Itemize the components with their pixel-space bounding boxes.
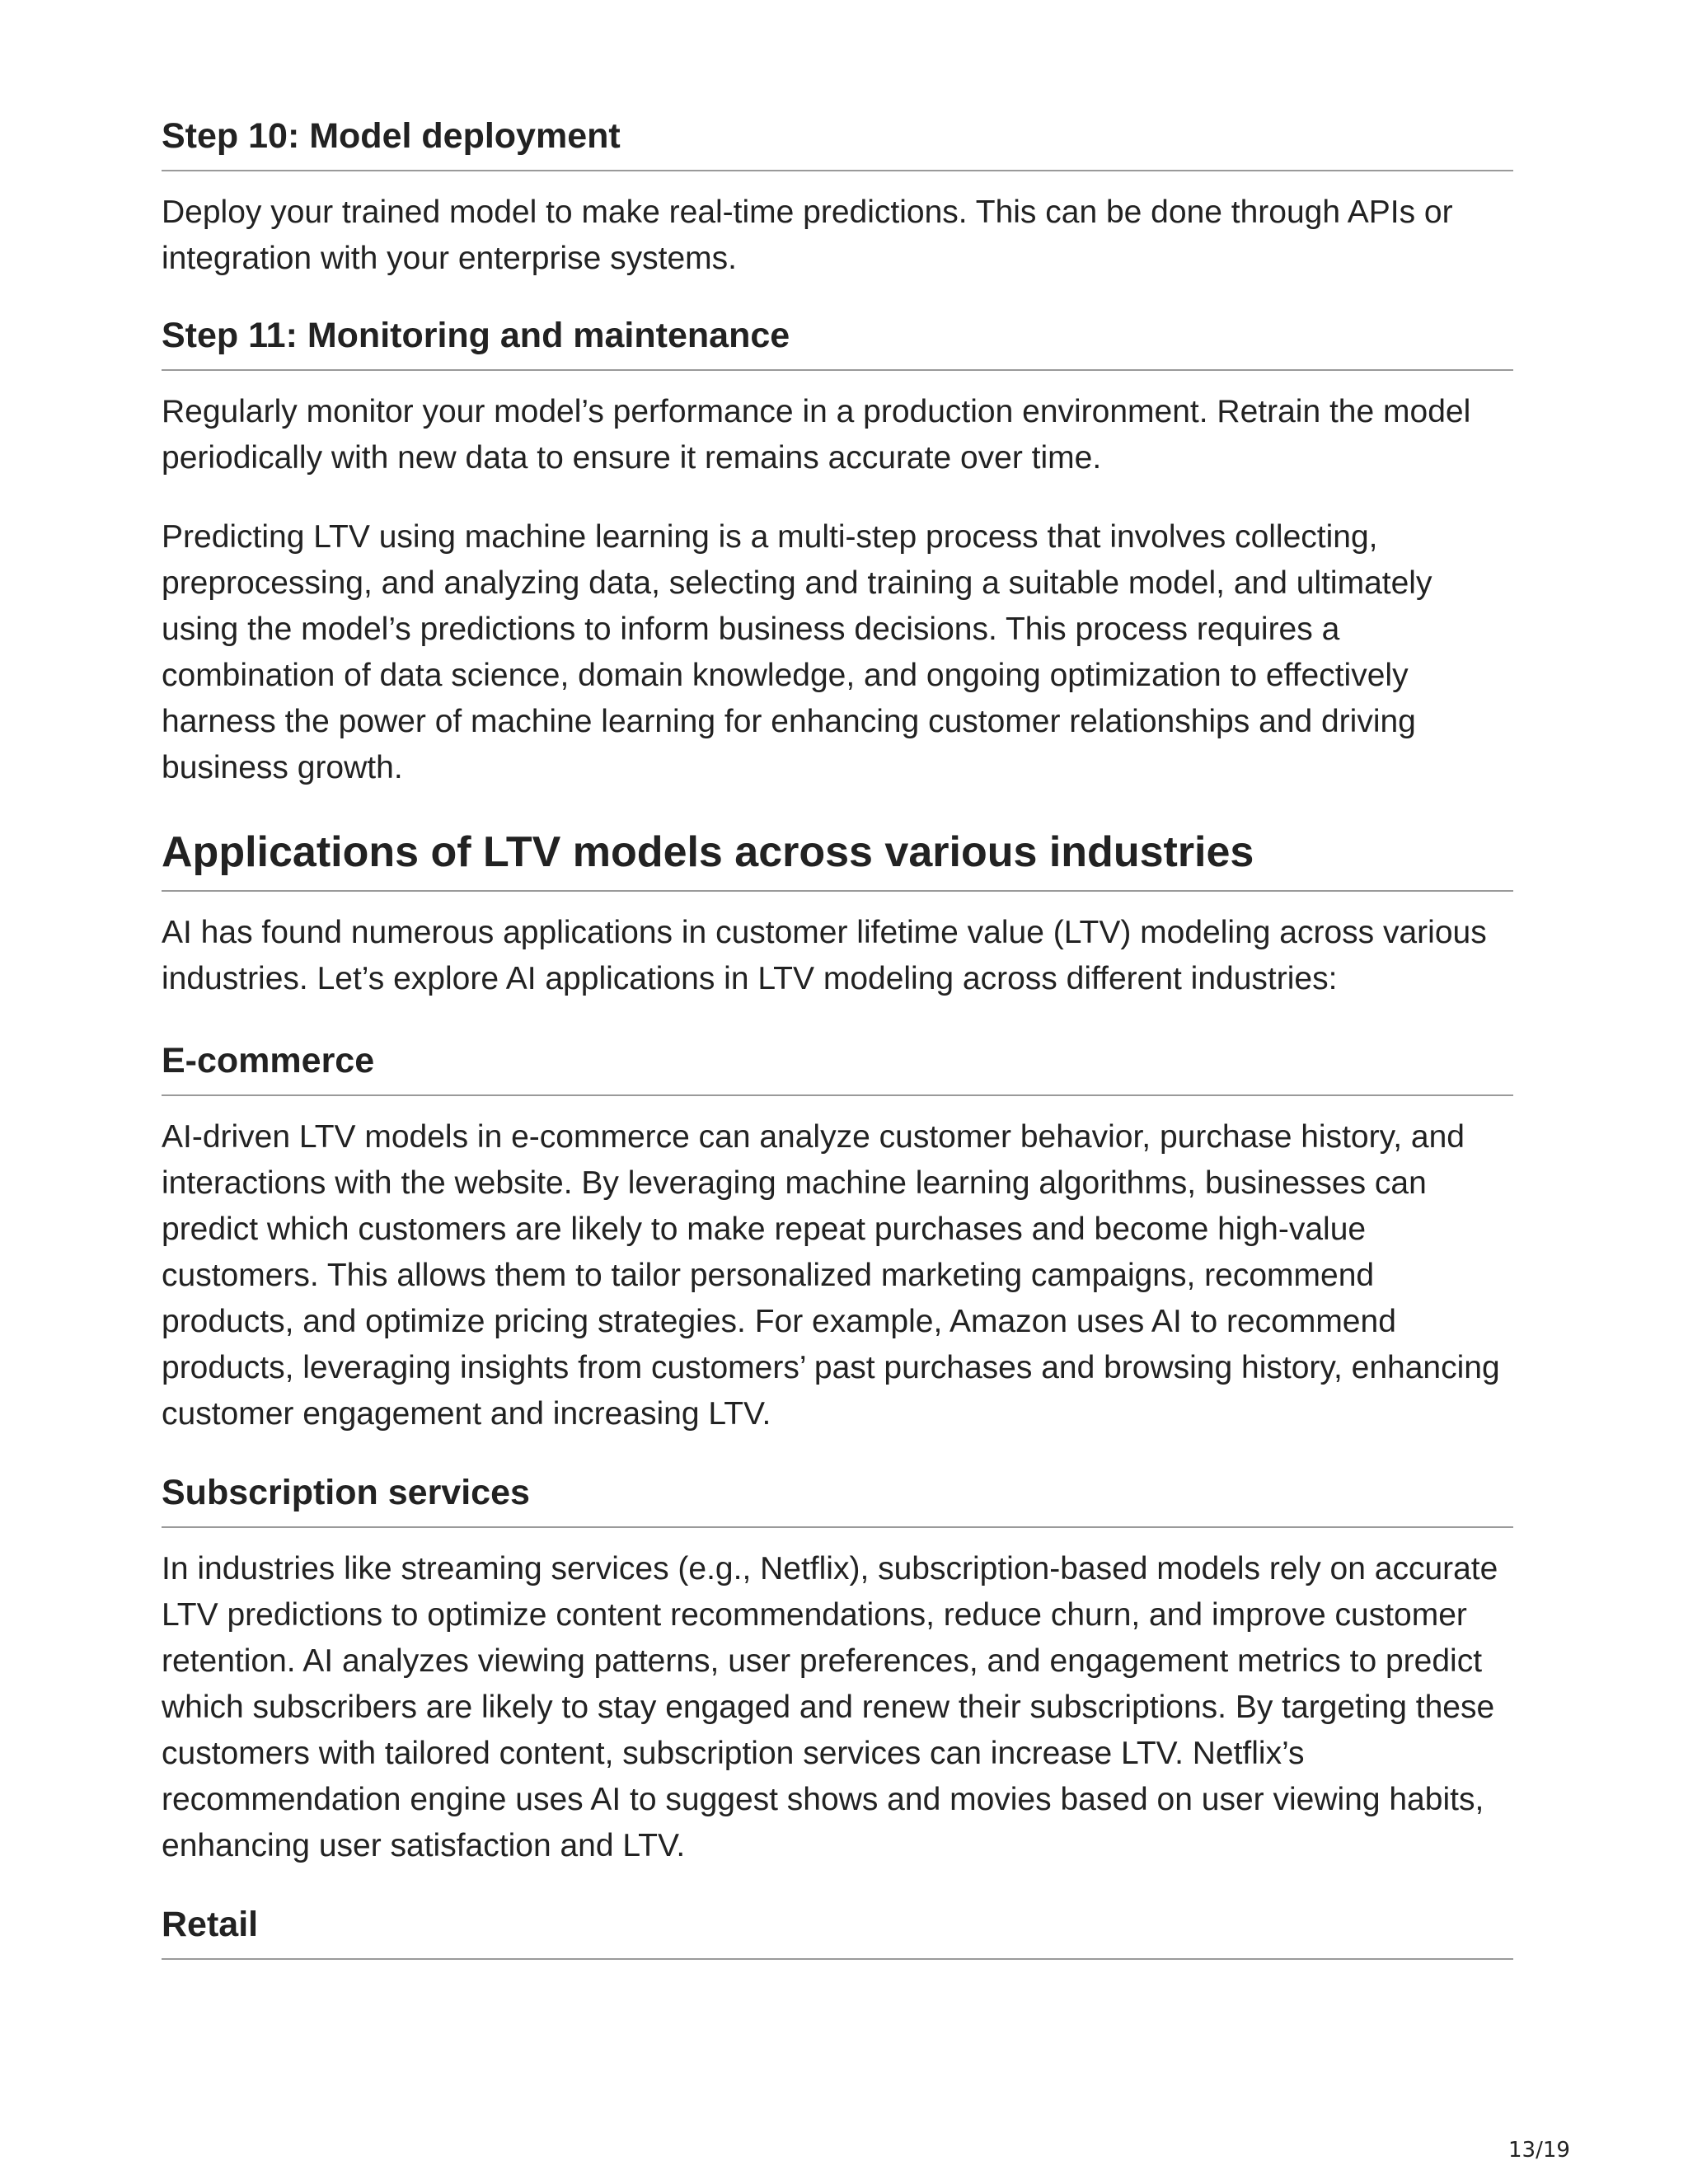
page-number: 13/19 — [1508, 2138, 1570, 2163]
paragraph-step-11: Regularly monitor your model’s performance in a production environment. Retrain the model periodically with new data to ensure it remains accurate over time. — [162, 394, 1471, 476]
paragraph-applications: AI has found numerous applications in customer lifetime value (LTV) modeling across various industries. Let’s explore AI applications in LTV modeling across different industries: — [162, 915, 1487, 996]
heading-subscription-services: Subscription services — [162, 1472, 1513, 1528]
paragraph-ecommerce: AI-driven LTV models in e-commerce can analyze customer behavior, purchase history, and interactions with the website. By leveraging machine learning algorithms, businesses can predict which customers are likely to make repeat purchases and become high-value customers. This allows them to tailor personalized marketing campaigns, recommend products, and optimize pricing strategies. For example, Amazon uses AI to recommend products, leveraging insights from customers’ past purchases and browsing history, enhancing customer engagement and increasing LTV. — [162, 1119, 1500, 1432]
document-page — [162, 107, 1513, 1960]
heading-step-10: Step 10: Model deployment — [162, 115, 1513, 171]
heading-step-11: Step 11: Monitoring and maintenance — [162, 315, 1513, 371]
paragraph-subscription-services: In industries like streaming services (e.g., Netflix), subscription-based models rely on accurate LTV predictions to optimize content recommendations, reduce churn, and improve customer retention. AI analyzes viewing patterns, user preferences, and engagement metrics to predict which subscribers are likely to stay engaged and renew their subscriptions. By targeting these customers with tailored content, subscription services can increase LTV. Netflix’s recommendation engine uses AI to suggest shows and movies based on user viewing habits, enhancing user satisfaction and LTV. — [162, 1551, 1498, 1863]
heading-ecommerce: E-commerce — [162, 1040, 1513, 1096]
paragraph-step-10: Deploy your trained model to make real-time predictions. This can be done through APIs or integration with your enterprise systems. — [162, 194, 1453, 276]
heading-applications: Applications of LTV models across various industries — [162, 827, 1513, 892]
heading-retail: Retail — [162, 1904, 1513, 1960]
paragraph-summary: Predicting LTV using machine learning is a multi-step process that involves collecting, preprocessing, and analyzing data, selecting and training a suitable model, and ultimately using the model’s predictions to inform business decisions. This process requires a combination of data science, domain knowledge, and ongoing optimization to effectively harness the power of machine learning for enhancing customer relationships and driving business growth. — [162, 519, 1432, 785]
